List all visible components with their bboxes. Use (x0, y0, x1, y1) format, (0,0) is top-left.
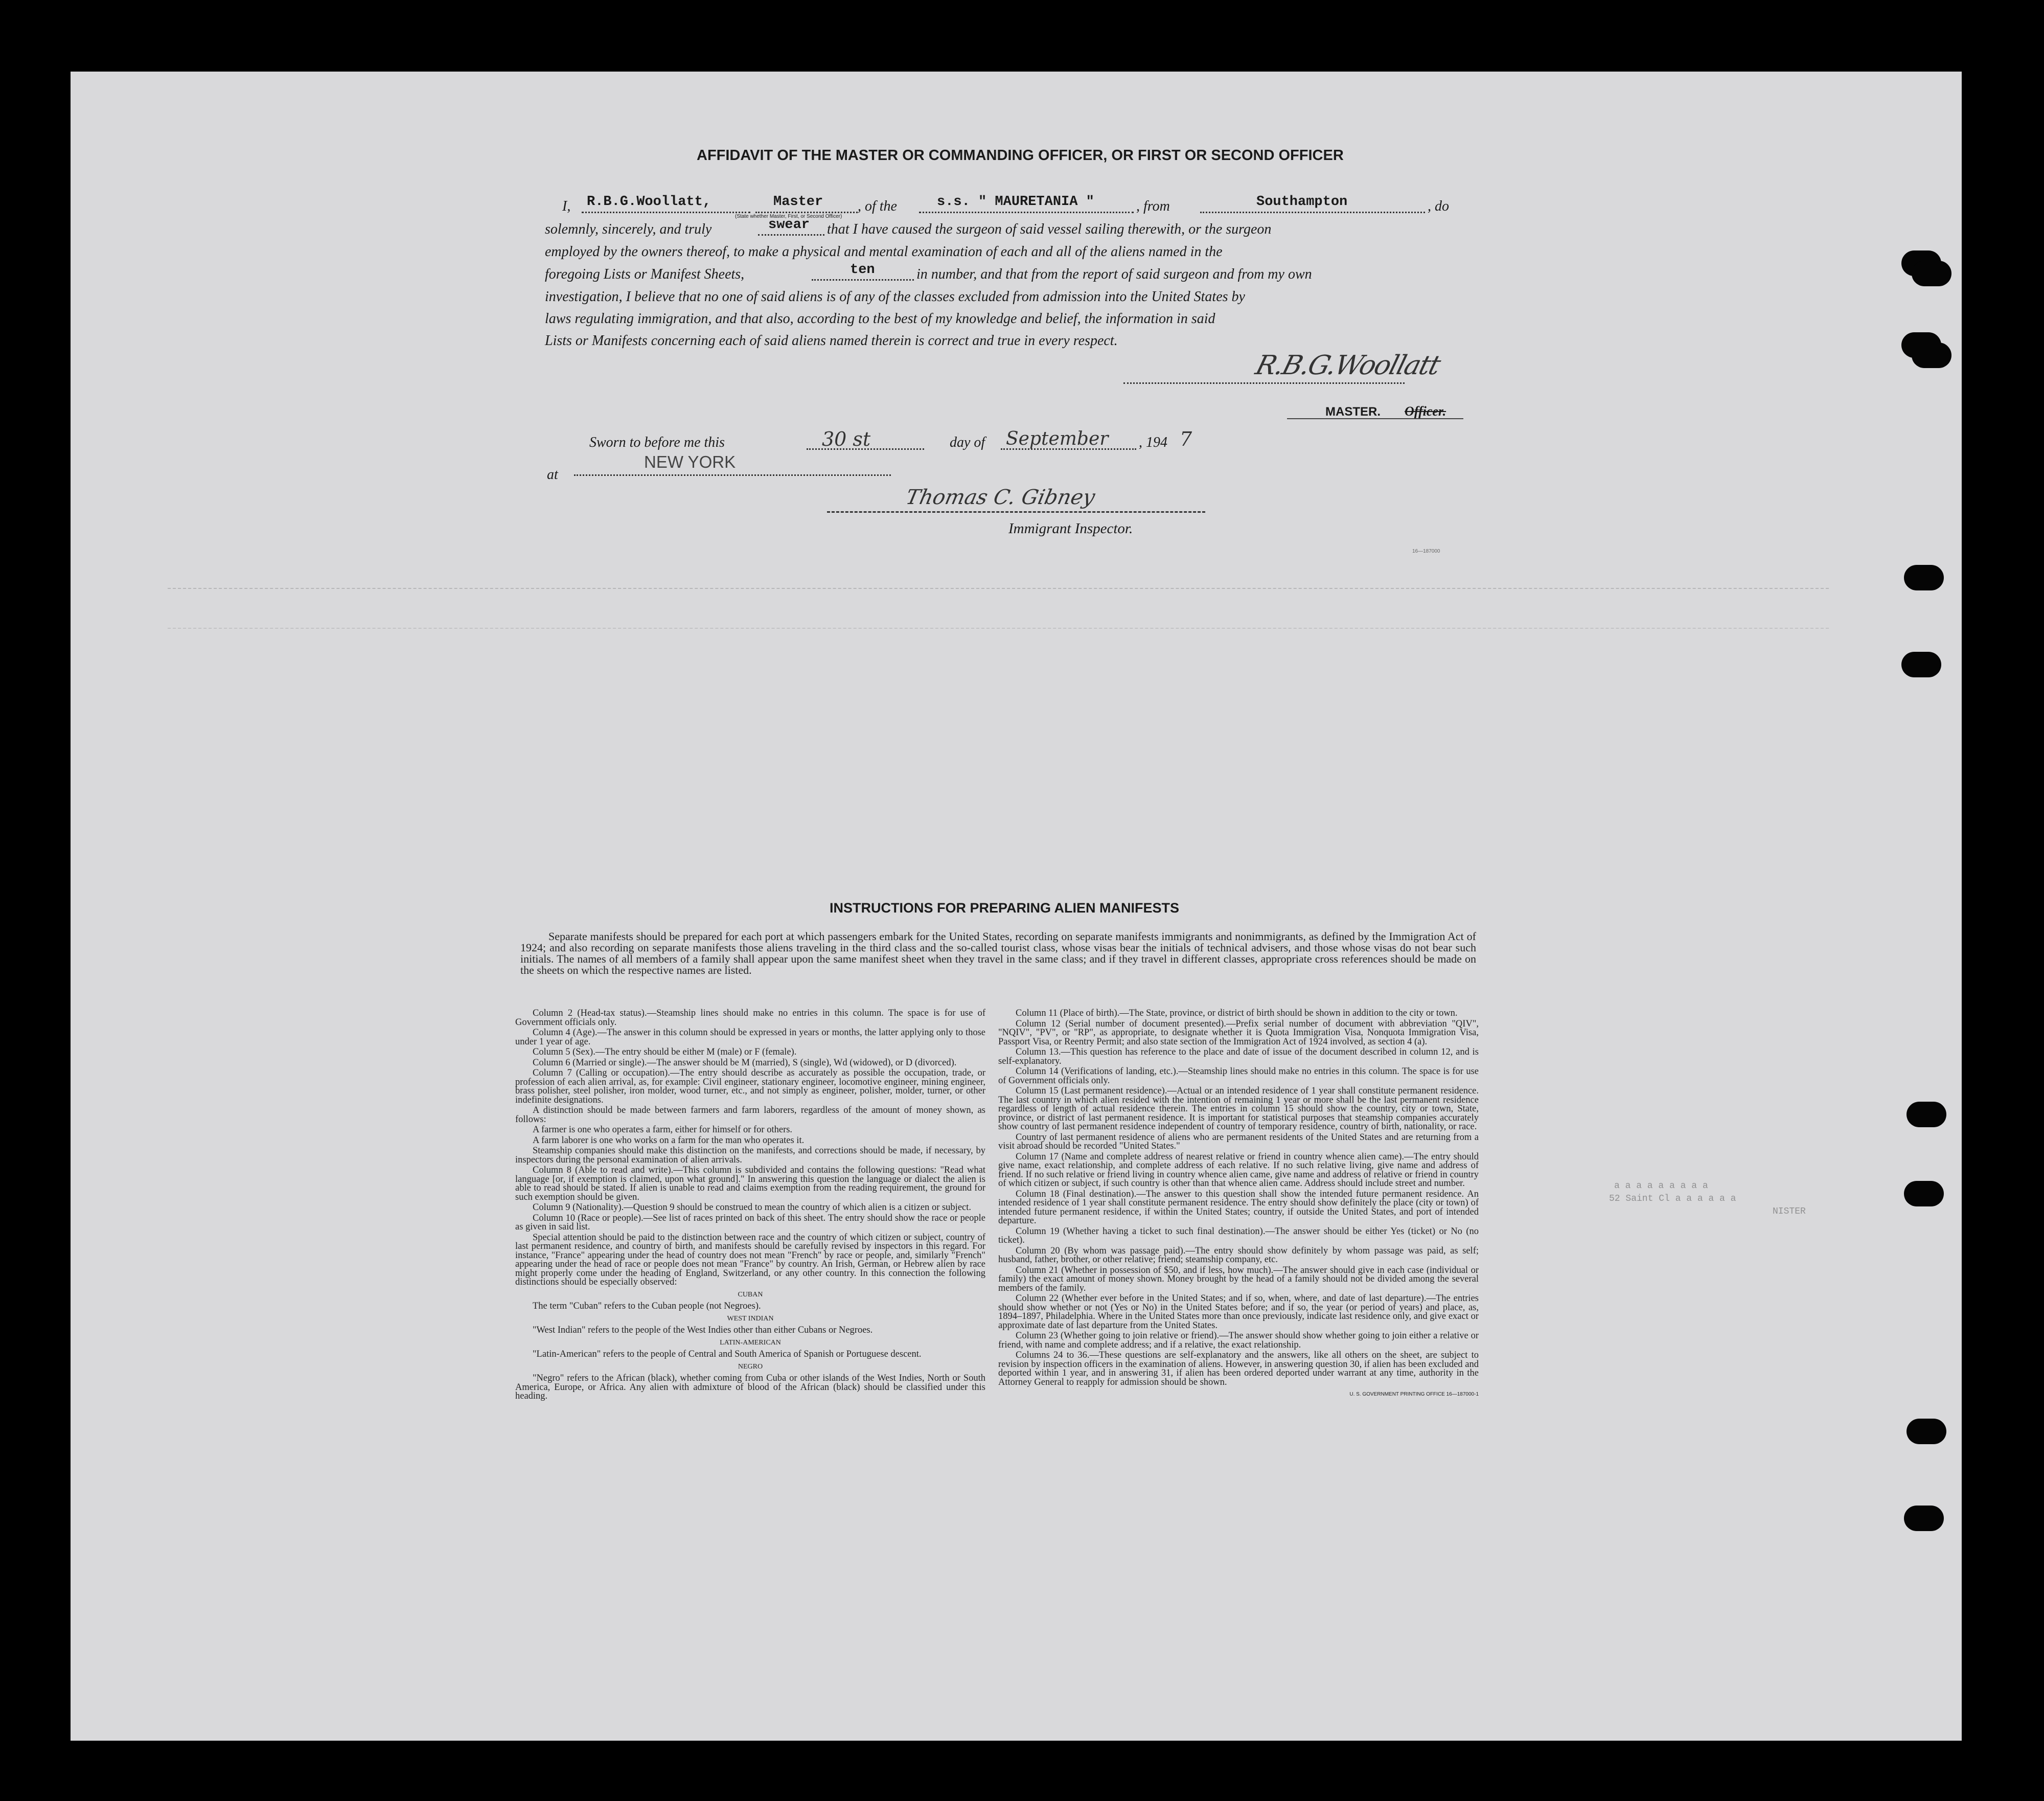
affidavit-line-2b: that I have caused the surgeon of said vessel sailing therewith, or the surgeon (827, 221, 1272, 237)
binding-hole (1907, 1102, 1946, 1127)
binding-hole (1901, 652, 1941, 677)
instruction-col15: Column 15 (Last permanent residence).—Actual or an intended residence of 1 year shall constitute permanent residence. The last country in which alien resided with the intention of remaining 1 year or more shall be the last permanent residence regardless of length of actual residence therein. The entries in column 15 should show the country, city or town, State, province, or district of last permanent residence. It is important for statistical purposes that steamship companies accurately show country of last permanent residence independent of country of temporary residence, country of birth, nationality, or race. (998, 1086, 1479, 1132)
master-name: R.B.G.Woollatt, (587, 194, 711, 210)
instruction-steamship: Steamship companies should make this distinction on the manifests, and corrections should be made, if necessary, by inspectors during the personal examination of alien arrivals. (515, 1146, 985, 1165)
manifest-page (71, 72, 1962, 1741)
year-digit: 7 (1180, 428, 1192, 450)
instruction-col14: Column 14 (Verifications of landing, etc.).—Steamship lines should make no entries in this column. The space is for use of Government officials only. (998, 1066, 1479, 1086)
instruction-col2: Column 2 (Head-tax status).—Steamship lines should make no entries in this column. The space is for use of Government officials only. (515, 1008, 985, 1028)
binding-hole (1912, 343, 1951, 368)
affidavit-title: AFFIDAVIT OF THE MASTER OR COMMANDING OFFICER, OR FIRST OR SECOND OFFICER (697, 147, 1344, 164)
inspector-signature: Thomas C. Gibney (904, 486, 1097, 509)
instruction-col20: Column 20 (By whom was passage paid).—The entry should show definitely by whom passage was paid, as self; husband, father, brother, or other relative; friend; steamship company, etc. (998, 1245, 1479, 1265)
negro-definition: "Negro" refers to the African (black), whether coming from Cuba or other islands of the West Indies, North or South America, Europe, or Africa. Any alien with admixture of blood of the African (black) should be classified under this heading. (515, 1373, 985, 1401)
binding-hole (1904, 1506, 1944, 1531)
form-number: 16—187000 (1412, 549, 1440, 554)
instruction-col11: Column 11 (Place of birth).—The State, province, or district of birth should be shown in addition to the city or town. (1016, 1008, 1458, 1018)
instruction-col9: Column 9 (Nationality).—Question 9 should be construed to mean the country of which alien is a citizen or subject. (533, 1202, 972, 1213)
at-text: at (547, 467, 558, 483)
inspector-label: Immigrant Inspector. (1008, 520, 1133, 537)
affidavit-i: I, (562, 198, 571, 214)
from-text: , from (1136, 198, 1170, 214)
instruction-col18: Column 18 (Final destination).—The answer to this question shall show the intended future permanent residence. An intended residence of 1 year shall constitute permanent residence. The entry should show definitely the place (city or town) of intended future permanent residence, if within the United States; country, if outside the United States, and port of intended departure. (998, 1189, 1479, 1226)
master-label: MASTER. (1325, 405, 1381, 419)
day-of-text: day of (950, 435, 985, 450)
affidavit-line-5: investigation, I believe that no one of said aliens is of any of the classes excluded from admission into the United States by (545, 289, 1245, 305)
sworn-month: September (1006, 428, 1109, 449)
vessel-name: s.s. " MAURETANIA " (937, 194, 1094, 210)
year-prefix: , 194 (1139, 435, 1167, 450)
printer-line: U. S. GOVERNMENT PRINTING OFFICE 16—187000-1 (1349, 1392, 1479, 1397)
binding-hole (1907, 1419, 1946, 1444)
instruction-col4: Column 4 (Age).—The answer in this column should be expressed in years or months, the latter applying only to those under 1 year of age. (515, 1028, 985, 1047)
instruction-col24-36: Columns 24 to 36.—These questions are self-explanatory and the answers, like all others on the sheet, are subject to revision by inspection officers in the examination of aliens. However, in answering question 30, if alien has been excluded and deported within 1 year, and in answering 31, if alien has been ordered deported under warrant at any time, authority in the Attorney General to reapply for admission should be shown. (998, 1350, 1479, 1387)
instruction-col17: Column 17 (Name and complete address of nearest relative or friend in country whence alien came).—The entry should give name, exact relationship, and complete address of each relative. If no such relative living, give name and address of friend. If no such relative or friend living in country whence alien came, give name and address of relative or friend in country of which citizen or subject, if such country is other than that whence alien came. Address should include street and number. (998, 1151, 1479, 1189)
instruction-col10: Column 10 (Race or people).—See list of races printed on back of this sheet. The entry should show the race or people as given in said list. (515, 1213, 985, 1232)
instruction-col23: Column 23 (Whether going to join relative or friend).—The answer should show whether going to join either a relative or friend, with name and complete address; and if a relative, the exact relationship. (998, 1331, 1479, 1350)
cuban-heading: CUBAN (738, 1290, 763, 1298)
instruction-farmer-distinction: A distinction should be made between farmers and farm laborers, regardless of the amount of money shown, as follows: (515, 1105, 985, 1125)
instruction-col7: Column 7 (Calling or occupation).—The entry should describe as accurately as possible the occupation, trade, or profession of each alien arrival, as, for example: Civil engineer, stationary engineer, locomotive engineer, mining engineer, brass polisher, steel polisher, iron molder, wood turner, etc., and not simply as engineer, polisher, molder, turner, or other indefinite designations. (515, 1068, 985, 1105)
cuban-definition: The term "Cuban" refers to the Cuban people (not Negroes). (533, 1301, 761, 1311)
officer-struck: Officer. (1405, 404, 1446, 419)
sworn-text: Sworn to before me this (589, 435, 725, 450)
instructions-title: INSTRUCTIONS FOR PREPARING ALIEN MANIFESTS (830, 900, 1180, 916)
west-indian-definition: "West Indian" refers to the people of the West Indies other than either Cubans or Negroes. (533, 1325, 873, 1335)
affidavit-line-3: employed by the owners thereof, to make a physical and mental examination of each and all of the aliens named in the (545, 244, 1223, 260)
instruction-col22: Column 22 (Whether ever before in the United States; and if so, when, where, and date of last departure).—The entries should show whether or not (Yes or No) in the United States before; and if so, the year (or period of years) and place, as, 1894–1897, Philadelphia. Where in the United States more than once previously, indicate last residence only, and give exact or approximate date of last departure from the United States. (998, 1293, 1479, 1331)
binding-hole (1912, 261, 1951, 286)
latin-american-definition: "Latin-American" refers to the people of Central and South America of Spanish or Portuguese descent. (533, 1349, 922, 1359)
affidavit-line-2a: solemnly, sincerely, and truly (545, 221, 712, 237)
instruction-col19: Column 19 (Whether having a ticket to such final destination).—The answer should be either Yes (ticket) or No (no ticket). (998, 1226, 1479, 1245)
faint-ruling (168, 588, 1829, 589)
binding-hole (1904, 1181, 1944, 1206)
instruction-race-country: Special attention should be paid to the distinction between race and the country of which citizen or subject, country of last permanent residence, and country of birth, and manifests should be carefully revised by inspectors in this regard. For instance, "France" appearing under the head of country does not mean "French" by race or people, and, similarly "French" appearing under the head of race or people does not mean "France" by country. An Irish, German, or Hebrew alien by race might properly come under the heading of England, Switzerland, or any other country. In this connection the following distinctions should be especially observed: (515, 1232, 985, 1287)
instructions-intro: Separate manifests should be prepared for each port at which passengers embark for the United States, recording on separate manifests immigrants and nonimmigrants, as defined by the Immigration Act of 1924; and also recording on separate manifests those aliens traveling in the third class and the so-called tourist class, whose visas bear the initials of technical advisers, and those whose visas do not bear such initials. The names of all members of a family shall appear upon the same manifest sheet when they travel in the same class; and if they travel in different classes, appropriate cross references should be made on the sheets on which the respective names are listed. (520, 930, 1476, 976)
binding-hole (1904, 565, 1944, 590)
instruction-farm-laborer: A farm laborer is one who works on a farm for the man who operates it. (533, 1135, 805, 1146)
west-indian-heading: WEST INDIAN (727, 1314, 774, 1323)
sworn-place: NEW YORK (644, 452, 736, 471)
port-value: Southampton (1256, 194, 1348, 210)
faint-stamp-line: NISTER (1773, 1206, 1806, 1217)
sworn-day: 30 st (822, 428, 871, 450)
instruction-col5: Column 5 (Sex).—The entry should be either M (male) or F (female). (533, 1047, 797, 1057)
instruction-col12: Column 12 (Serial number of document presented).—Prefix serial number of document with abbreviation "QIV", "NQIV", "PV", or "RP", as appropriate, to designate whether it is Quota Immigration Visa, Nonquota Immigration Visa, Passport Visa, or Reentry Permit; and also state section of the Immigration Act of 1924 involved, as section 4 (a). (998, 1018, 1479, 1047)
do-text: , do (1428, 198, 1449, 214)
affidavit-line-7: Lists or Manifests concerning each of said aliens named therein is correct and true in every respect. (545, 333, 1118, 349)
of-the-text: , of the (858, 198, 897, 214)
instruction-last-residence: Country of last permanent residence of aliens who are permanent residents of the United States and are returning from a visit abroad should be recorded "United States." (998, 1132, 1479, 1151)
sheet-count: ten (850, 262, 875, 278)
instructions-left-column (515, 1009, 985, 1403)
instruction-farmer: A farmer is one who operates a farm, either for himself or for others. (533, 1125, 793, 1135)
latin-american-heading: LATIN-AMERICAN (720, 1338, 781, 1347)
faint-stamp-line: a a a a a a a a a (1614, 1181, 1708, 1191)
affidavit-line-6: laws regulating immigration, and that also, according to the best of my knowledge and belief, the information in said (545, 311, 1215, 327)
instruction-col6: Column 6 (Married or single).—The answer should be M (married), S (single), Wd (widowed), or D (divorced). (533, 1057, 957, 1068)
negro-heading: NEGRO (738, 1362, 763, 1371)
oath-value: swear (768, 217, 810, 233)
instruction-col13: Column 13.—This question has reference to the place and date of issue of the document described in column 12, and is self-explanatory. (998, 1047, 1479, 1066)
rank-hint: (State whether Master, First, or Second Officer) (735, 214, 842, 219)
rank-value: Master (773, 194, 823, 210)
instructions-right-column (998, 1009, 1479, 1401)
instruction-col8: Column 8 (Able to read and write).—This column is subdivided and contains the following questions: "Read what language [or, if exemption is claimed, upon what ground]." In answering this question the language or dialect the alien is able to read should be stated. If alien is unable to read and claims exemption from the reading requirement, the ground for such exemption should be given. (515, 1165, 985, 1202)
master-signature: R.B.G.Woollatt (1252, 350, 1443, 381)
faint-ruling (168, 628, 1829, 629)
affidavit-line-4b: in number, and that from the report of said surgeon and from my own (916, 266, 1312, 282)
affidavit-line-4a: foregoing Lists or Manifest Sheets, (545, 266, 745, 282)
instruction-col21: Column 21 (Whether in possession of $50, and if less, how much).—The answer should give in each case (individual or family) the exact amount of money shown. Money brought by the head of a family should not be divided among the several members of the family. (998, 1265, 1479, 1293)
faint-stamp-line: 52 Saint Cl a a a a a a (1609, 1194, 1736, 1204)
